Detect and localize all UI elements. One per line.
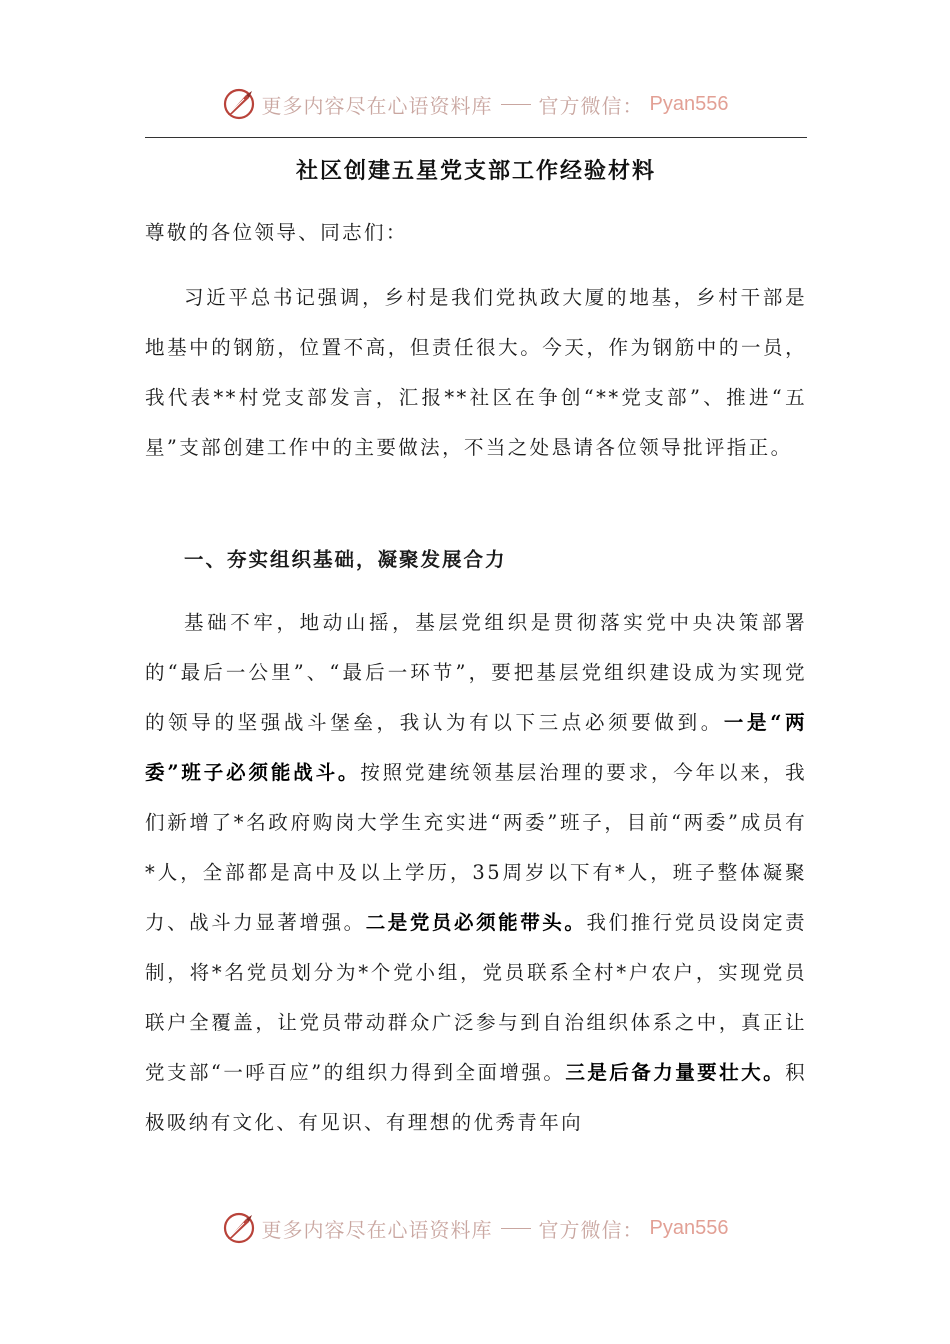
watermark-site-name: 更多内容尽在心语资料库 xyxy=(261,1217,493,1242)
watermark-label: 官方微信： xyxy=(538,93,644,118)
paragraph-text: 基础不牢，地动山摇，基层党组织是贯彻落实党中央决策部署的“最后一公里”、“最后一环节”，要把基层党组织建设成为实现党的领导的坚强战斗堡垒，我认为有以下三点必须要做到。 xyxy=(145,611,807,734)
section-heading-1: 一、夯实组织基础，凝聚发展合力 xyxy=(184,548,507,571)
paragraph-text: 积极吸纳有文化、有见识、有理想的优秀青年向 xyxy=(145,1061,807,1134)
salutation: 尊敬的各位领导、同志们： xyxy=(145,221,408,244)
bold-point-1: 一是“两委”班子必须能战斗。 xyxy=(145,711,807,784)
quill-seal-icon xyxy=(222,1211,256,1245)
header-watermark xyxy=(0,84,950,124)
bold-point-2: 二是党员必须能带头。 xyxy=(365,911,587,934)
paragraph-intro: 习近平总书记强调，乡村是我们党执政大厦的地基，乡村干部是地基中的钢筋，位置不高，但责任很大。今天，作为钢筋中的一员，我代表**村党支部发言，汇报**社区在争创“**党支部”、推进“五星”支部创建工作中的主要做法，不当之处恳请各位领导批评指正。 xyxy=(145,286,807,459)
watermark-label: 官方微信： xyxy=(538,1217,644,1242)
watermark-wechat-id: Pyan556 xyxy=(649,92,729,115)
paragraph-text: 我们推行党员设岗定责制，将*名党员划分为*个党小组，党员联系全村*户农户，实现党员联户全覆盖，让党员带动群众广泛参与到自治组织体系之中，真正让党支部“一呼百应”的组织力得到全面增强。 xyxy=(145,911,807,1084)
paragraph-section-1 xyxy=(145,598,807,1148)
footer-watermark xyxy=(0,1208,950,1248)
watermark-separator xyxy=(501,1228,531,1229)
watermark-separator xyxy=(501,104,531,105)
watermark-site-name: 更多内容尽在心语资料库 xyxy=(261,93,493,118)
bold-point-3: 三是后备力量要壮大。 xyxy=(565,1061,786,1084)
header-rule xyxy=(145,137,807,138)
quill-seal-icon xyxy=(222,87,256,121)
paragraph-text: 按照党建统领基层治理的要求，今年以来，我们新增了*名政府购岗大学生充实进“两委”班子，目前“两委”成员有*人，全部都是高中及以上学历，35周岁以下有*人，班子整体凝聚力、战斗力显著增强。 xyxy=(145,761,807,934)
watermark-wechat-id: Pyan556 xyxy=(649,1216,729,1239)
document-title: 社区创建五星党支部工作经验材料 xyxy=(295,158,656,184)
